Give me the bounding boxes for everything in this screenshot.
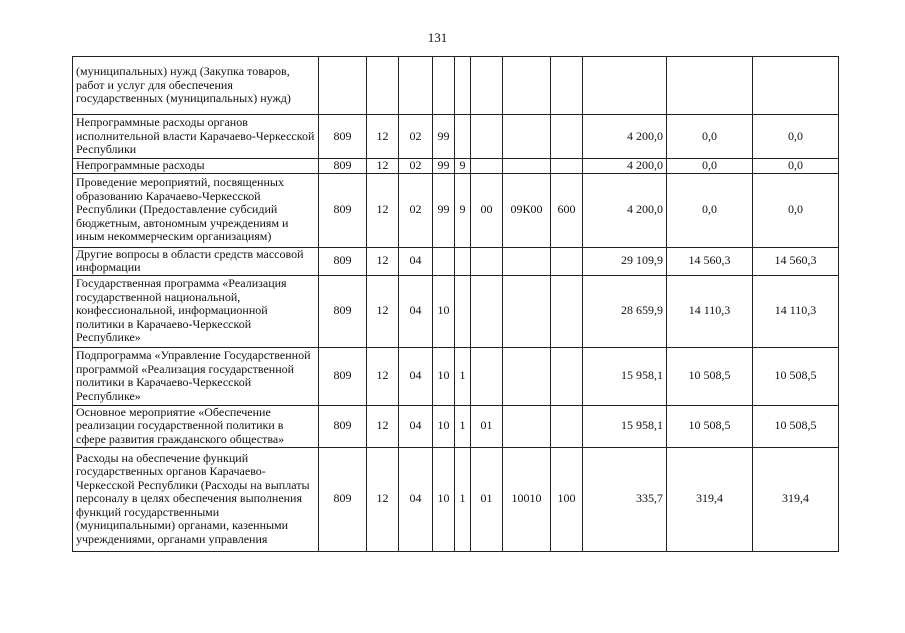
amount-y1: 15 958,1 [583, 405, 667, 447]
subprogram-code [455, 247, 471, 275]
amount-y3: 14 560,3 [753, 247, 839, 275]
subprogram-code [455, 275, 471, 347]
direction-code [503, 347, 551, 405]
row-name: Государственная программа «Реализация государственной национальной, конфессиональной, информационной политики в Карачаево-Черкесской Республике» [73, 275, 319, 347]
amount-y2: 0,0 [667, 115, 753, 159]
subsection-code: 02 [399, 173, 433, 247]
direction-code [503, 159, 551, 174]
row-name: (муниципальных) нужд (Закупка товаров, работ и услуг для обеспечения государственных (муниципальных) нужд) [73, 57, 319, 115]
subsection-code: 04 [399, 275, 433, 347]
amount-y3: 14 110,3 [753, 275, 839, 347]
amount-y2: 14 560,3 [667, 247, 753, 275]
direction-code: 10010 [503, 447, 551, 551]
table-row [73, 57, 839, 115]
subsection-code: 04 [399, 447, 433, 551]
table-row [73, 115, 839, 159]
expense-type-code [551, 57, 583, 115]
direction-code [503, 57, 551, 115]
expense-type-code [551, 405, 583, 447]
amount-y2: 319,4 [667, 447, 753, 551]
program-code: 99 [433, 115, 455, 159]
program-code: 10 [433, 405, 455, 447]
table-row [73, 173, 839, 247]
section-code: 12 [367, 159, 399, 174]
table-row [73, 347, 839, 405]
amount-y2: 10 508,5 [667, 405, 753, 447]
amount-y2: 0,0 [667, 173, 753, 247]
amount-y3 [753, 57, 839, 115]
amount-y3: 10 508,5 [753, 347, 839, 405]
direction-code [503, 405, 551, 447]
table-row [73, 159, 839, 174]
event-code: 01 [471, 405, 503, 447]
amount-y2: 0,0 [667, 159, 753, 174]
subsection-code: 04 [399, 347, 433, 405]
table-row [73, 405, 839, 447]
direction-code [503, 275, 551, 347]
amount-y1: 4 200,0 [583, 159, 667, 174]
section-code: 12 [367, 173, 399, 247]
event-code: 00 [471, 173, 503, 247]
event-code [471, 275, 503, 347]
row-name: Проведение мероприятий, посвященных образованию Карачаево-Черкесской Республики (Предоставление субсидий бюджетным, автономным учреждениям и иным некоммерческим организациям) [73, 173, 319, 247]
expense-type-code [551, 115, 583, 159]
amount-y1: 4 200,0 [583, 173, 667, 247]
subprogram-code [455, 115, 471, 159]
section-code: 12 [367, 115, 399, 159]
direction-code [503, 247, 551, 275]
row-name: Расходы на обеспечение функций государственных органов Карачаево-Черкесской Республики (Расходы на выплаты персоналу в целях обеспечения выполнения функций государственными (муниципальными) органами, казенными учреждениями, органами управления [73, 447, 319, 551]
amount-y2: 10 508,5 [667, 347, 753, 405]
event-code [471, 347, 503, 405]
expense-type-code: 600 [551, 173, 583, 247]
subprogram-code: 9 [455, 173, 471, 247]
ministry-code: 809 [319, 173, 367, 247]
row-name: Подпрограмма «Управление Государственной программой «Реализация государственной политики в Карачаево-Черкесской Республике» [73, 347, 319, 405]
program-code: 99 [433, 159, 455, 174]
row-name: Непрограммные расходы [73, 159, 319, 174]
table-row [73, 447, 839, 551]
program-code [433, 247, 455, 275]
expense-type-code [551, 275, 583, 347]
ministry-code: 809 [319, 275, 367, 347]
amount-y2: 14 110,3 [667, 275, 753, 347]
amount-y2 [667, 57, 753, 115]
ministry-code: 809 [319, 405, 367, 447]
section-code: 12 [367, 447, 399, 551]
amount-y1 [583, 57, 667, 115]
section-code: 12 [367, 347, 399, 405]
event-code [471, 247, 503, 275]
amount-y3: 0,0 [753, 159, 839, 174]
row-name: Основное мероприятие «Обеспечение реализации государственной политики в сфере развития гражданского общества» [73, 405, 319, 447]
direction-code [503, 115, 551, 159]
amount-y1: 28 659,9 [583, 275, 667, 347]
ministry-code: 809 [319, 159, 367, 174]
section-code [367, 57, 399, 115]
amount-y1: 15 958,1 [583, 347, 667, 405]
section-code: 12 [367, 275, 399, 347]
amount-y1: 4 200,0 [583, 115, 667, 159]
expense-type-code [551, 347, 583, 405]
subsection-code: 04 [399, 247, 433, 275]
event-code [471, 115, 503, 159]
program-code: 10 [433, 447, 455, 551]
row-name: Непрограммные расходы органов исполнительной власти Карачаево-Черкесской Республики [73, 115, 319, 159]
subsection-code: 02 [399, 159, 433, 174]
ministry-code: 809 [319, 347, 367, 405]
event-code: 01 [471, 447, 503, 551]
amount-y3: 0,0 [753, 173, 839, 247]
expense-type-code [551, 247, 583, 275]
subprogram-code: 1 [455, 447, 471, 551]
table-row [73, 275, 839, 347]
amount-y3: 0,0 [753, 115, 839, 159]
ministry-code: 809 [319, 115, 367, 159]
amount-y1: 335,7 [583, 447, 667, 551]
program-code: 99 [433, 173, 455, 247]
subsection-code: 02 [399, 115, 433, 159]
ministry-code [319, 57, 367, 115]
program-code: 10 [433, 347, 455, 405]
expense-type-code [551, 159, 583, 174]
event-code [471, 159, 503, 174]
page-number: 131 [427, 30, 448, 45]
table-body [73, 57, 839, 552]
budget-table [72, 56, 839, 552]
subsection-code [399, 57, 433, 115]
table-row [73, 247, 839, 275]
program-code: 10 [433, 275, 455, 347]
subprogram-code: 1 [455, 405, 471, 447]
subprogram-code: 1 [455, 347, 471, 405]
subprogram-code: 9 [455, 159, 471, 174]
ministry-code: 809 [319, 247, 367, 275]
section-code: 12 [367, 405, 399, 447]
expense-type-code: 100 [551, 447, 583, 551]
amount-y1: 29 109,9 [583, 247, 667, 275]
subsection-code: 04 [399, 405, 433, 447]
amount-y3: 319,4 [753, 447, 839, 551]
section-code: 12 [367, 247, 399, 275]
ministry-code: 809 [319, 447, 367, 551]
subprogram-code [455, 57, 471, 115]
amount-y3: 10 508,5 [753, 405, 839, 447]
event-code [471, 57, 503, 115]
program-code [433, 57, 455, 115]
row-name: Другие вопросы в области средств массовой информации [73, 247, 319, 275]
direction-code: 09К00 [503, 173, 551, 247]
